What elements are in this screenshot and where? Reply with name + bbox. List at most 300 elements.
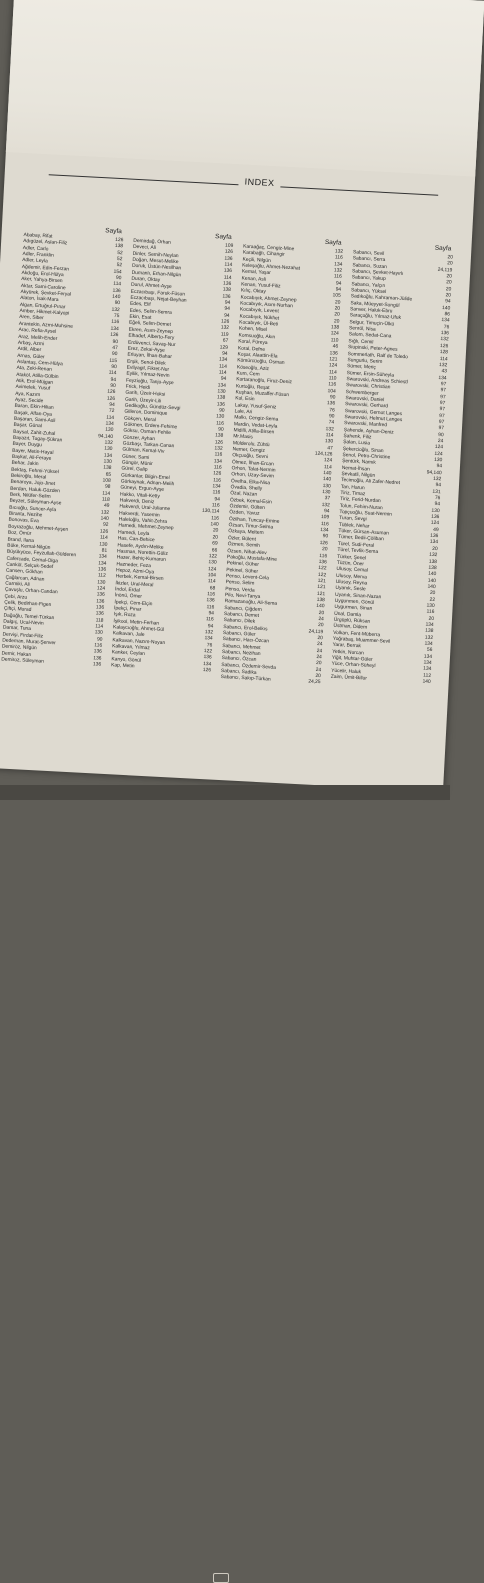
entry-page-ref: 122 <box>208 554 218 560</box>
entry-name: Demiröz, Nilgün <box>1 644 37 652</box>
entry-page-ref: 134 <box>103 453 113 459</box>
entry-page-ref: 130 <box>208 560 217 566</box>
entry-name: Ölmez, İlhan-Ercan <box>231 459 274 468</box>
entry-page-ref: 124 <box>434 445 444 451</box>
entry-page-ref: 24,119 <box>437 267 453 274</box>
entry-page-ref: 136 <box>203 655 212 661</box>
entry-page-ref: 130 <box>103 459 112 465</box>
entry-page-ref: 20 <box>315 661 322 667</box>
entry-name: Dumanlı, Erhan-Nilgün <box>131 270 182 279</box>
entry-name: Algan, Ertuğrul-Pınar <box>19 302 66 311</box>
entry-name: Yarar, Berrak <box>332 643 361 650</box>
entry-name: Şekercioğlu, Sinan <box>342 446 384 454</box>
entry-name: Tüzün, Öner <box>336 560 365 568</box>
entry-page-ref: 126 <box>224 249 233 256</box>
entry-name: Sümer, Ersin-Süheyla <box>346 370 395 379</box>
entry-page-ref: 94 <box>323 509 330 515</box>
entry-name: Carmiki, Ali <box>5 581 30 588</box>
entry-page-ref: 22 <box>429 597 436 603</box>
entry-name: Hazneder, Feza <box>116 561 152 569</box>
entry-name: Tolun, Fehim-Nuran <box>339 503 383 511</box>
entry-name: Sabancı, Dilek <box>223 618 256 625</box>
entry-name: Mardin, Vedat-Leyla <box>233 421 278 430</box>
entry-page-ref: 134 <box>429 540 439 546</box>
entry-page-ref: 114 <box>328 369 337 376</box>
entry-page-ref: 97 <box>439 400 446 407</box>
entry-name: Uyanık, Sinan-Nazan <box>334 592 382 600</box>
entry-name: Eğeli, Selim-Demet <box>128 321 171 329</box>
entry-name: Ulusoy, Merva <box>335 573 368 581</box>
entry-name: Ababay, Rifat <box>23 233 53 240</box>
entry-name: Kenan, Yusuf-Filiz <box>241 282 281 290</box>
entry-name: Okçuoğlu, Sevni <box>232 453 268 461</box>
entry-name: Sadıkoğlu, Kahraman-Jülide <box>350 294 413 303</box>
entry-name: Tan, Harun <box>340 484 365 491</box>
entry-name: Akdoğu, Erol-Hülya <box>21 271 64 279</box>
entry-name: Adıgüzel, Aslan-Filiz <box>23 239 68 247</box>
column-heading: Sayfa <box>105 227 123 236</box>
entry-name: Sabancı, Sadika <box>220 669 257 676</box>
entry-name: Gözbaşı, Tarkan-Canan <box>122 441 175 450</box>
entry-name: Sabancı, Hacı-Özcan <box>222 637 270 645</box>
entry-name: Sabancı, Erol-Belkıs <box>223 624 268 632</box>
entry-page-ref: 20 <box>315 673 321 680</box>
entry-name: Adler, Leyla <box>22 258 48 265</box>
entry-name: Hakko, Vitali-Ketty <box>119 492 161 500</box>
entry-name: Sabancı, Özcan <box>221 656 257 664</box>
entry-page-ref: 126 <box>214 439 224 446</box>
entry-page-ref: 134 <box>110 326 119 332</box>
index-column-3 <box>220 235 343 687</box>
entry-name: Bıcıoğlu, Suncer-Ayla <box>9 505 57 513</box>
entry-name: Erez, Zekai-Ayşe <box>127 346 165 354</box>
entry-page-ref: 134 <box>424 641 433 647</box>
entry-page-ref: 140 <box>112 294 121 301</box>
entry-name: Swarovski, Andreas Schiestl <box>346 377 408 386</box>
entry-name: Gürkaynak, Adnan-Melih <box>120 479 175 488</box>
entry-list <box>1 233 123 669</box>
entry-page-ref: 94 <box>335 287 342 293</box>
entry-page-ref: 90 <box>115 276 122 282</box>
entry-page-ref: 154 <box>113 269 122 275</box>
entry-name: Kurtoğlu, Reşat <box>235 383 270 391</box>
entry-page-ref: 124 <box>430 521 440 527</box>
entry-page-ref: 134 <box>423 654 433 660</box>
entry-page-ref: 126 <box>319 540 328 547</box>
entry-page-ref: 140 <box>422 679 431 685</box>
entry-page-ref: 134 <box>105 421 114 427</box>
entry-page-ref: 140 <box>427 578 437 584</box>
entry-name: Berk, Nilüfer-Selim <box>9 492 51 500</box>
entry-name: Swarovski, Gerhard <box>344 402 389 410</box>
entry-name: Aktar, Sami-Caroline <box>20 283 66 292</box>
entry-page-ref: 121 <box>329 357 338 363</box>
entry-page-ref: 116 <box>334 255 343 262</box>
entry-page-ref: 136 <box>216 401 226 408</box>
entry-name: Penso, Verda <box>225 586 255 594</box>
entry-page-ref: 94 <box>221 351 228 357</box>
entry-name: Cansen, Gökhan <box>5 568 43 576</box>
entry-page-ref: 130 <box>322 490 331 496</box>
entry-page-ref: 130 <box>104 446 113 453</box>
entry-name: Adler, Carlo <box>22 245 49 253</box>
entry-page-ref: 94 <box>223 313 230 319</box>
entry-name: Koşar, Alaattin-Ela <box>237 352 278 360</box>
entry-name: Başar, Günal <box>13 423 42 430</box>
entry-page-ref: 116 <box>211 516 220 522</box>
entry-name: Nemat-İhsan <box>341 465 370 473</box>
entry-name: Turan, Sevgi <box>338 516 367 523</box>
entry-page-ref: 20 <box>445 280 452 286</box>
entry-name: Ataköl, Atilla-Gülbin <box>16 372 59 380</box>
entry-name: Tiriz, Timaz <box>340 491 366 498</box>
entry-page-ref: 116 <box>328 382 337 388</box>
entry-name: Yiğit, Muhtar-Güler <box>331 655 373 663</box>
entry-page-ref: 136 <box>95 605 105 611</box>
entry-page-ref: 110 <box>328 376 337 382</box>
entry-page-ref: 136 <box>206 598 215 604</box>
entry-name: Eyilik, Yılmaz-Nevin <box>126 371 170 380</box>
entry-name: Kalkavan, Jale <box>112 631 145 639</box>
entry-name: Komsuoğlu, Akın <box>238 333 276 341</box>
entry-page-ref: 20 <box>334 306 341 312</box>
entry-page-ref: 132 <box>111 307 120 313</box>
entry-name: Baykal, Ali-Feraye <box>11 454 52 462</box>
entry-page-ref: 94 <box>207 623 214 630</box>
entry-page-ref: 90 <box>110 383 116 389</box>
entry-page-ref: 140 <box>428 571 437 578</box>
entry-page-ref: 126 <box>202 668 212 674</box>
entry-page-ref: 134 <box>218 357 228 364</box>
entry-name: Sabancı, Özdemir-Sevda <box>221 662 276 671</box>
entry-page-ref: 132 <box>220 325 230 332</box>
entry-page-ref: 90 <box>111 352 118 358</box>
entry-name: Pekinel, Güher <box>226 561 260 568</box>
entry-page-ref: 136 <box>110 332 119 339</box>
entry-page-ref: 114 <box>323 464 332 471</box>
entry-name: Kum, Cem <box>236 371 260 378</box>
entry-page-ref: 134 <box>423 666 432 673</box>
entry-name: Göksu, Osman-Fehile <box>123 428 172 437</box>
entry-page-ref: 94 <box>444 299 451 305</box>
entry-page-ref: 76 <box>434 495 441 502</box>
entry-name: Orhon, Talat-Nermin <box>231 466 276 474</box>
entry-page-ref: 134 <box>441 318 450 324</box>
entry-name: Siupinski, Peter-Agnes <box>347 345 398 353</box>
entry-page-ref: 136 <box>222 281 232 288</box>
entry-page-ref: 130 <box>433 457 443 464</box>
entry-page-ref: 116 <box>212 490 221 497</box>
entry-name: Uyanık, Sesle <box>335 586 366 593</box>
entry-page-ref: 114 <box>218 363 228 370</box>
entry-name: Topçuoğlu, Suat-Nermin <box>339 510 392 518</box>
entry-name: Arac, Refia-Aysel <box>18 328 57 336</box>
entry-name: Sabancı, Yüksel <box>350 288 387 296</box>
entry-page-ref: 37 <box>324 496 331 502</box>
entry-page-ref: 116 <box>94 643 103 649</box>
entry-page-ref: 140 <box>322 477 332 483</box>
entry-page-ref: 109 <box>224 243 234 250</box>
entry-page-ref: 134 <box>425 622 434 628</box>
entry-name: Gedikoğlu, Gündüz-Sevgi <box>124 403 181 412</box>
entry-name: Behar, Jakin <box>11 461 39 468</box>
entry-name: Kurtaranoğlu, Firuz-Deniz <box>236 377 293 386</box>
entry-name: Bayer, Metin-Hayal <box>12 448 54 456</box>
entry-name: Elhadef, Alberto-Fery <box>128 333 175 342</box>
entry-page-ref: 130,114 <box>201 509 220 516</box>
entry-page-ref: 81 <box>101 548 108 554</box>
entry-page-ref: 122 <box>203 649 213 655</box>
page-corner-mark <box>213 1573 229 1583</box>
entry-name: Uygurmen, Sinan <box>334 605 373 613</box>
entry-page-ref: 132 <box>104 440 113 446</box>
entry-name: Kalkavan, Yılmaz <box>111 644 150 652</box>
entry-page-ref: 140 <box>100 516 109 523</box>
entry-page-ref: 20 <box>429 591 436 597</box>
entry-name: Sabancı, Nezihan <box>221 650 261 658</box>
entry-page-ref: 131 <box>432 489 441 495</box>
entry-page-ref: 132 <box>438 362 448 369</box>
entry-page-ref: 130 <box>105 427 114 434</box>
entry-page-ref: 20 <box>428 616 435 622</box>
entry-page-ref: 136 <box>326 401 336 407</box>
entry-name: Araz, Melih-Ender <box>18 334 58 342</box>
entry-page-ref: 94 <box>214 497 221 503</box>
entry-name: Övelha, Elka-Nisa <box>230 478 271 486</box>
entry-name: Ramazanoğlu, Ali-Sema <box>224 599 278 608</box>
entry-name: İnönü, Ömer <box>114 593 143 600</box>
entry-name: İkizler, Ural-Meral <box>115 580 154 588</box>
entry-name: Kalkavan, Nazım-Nuyan <box>112 637 166 646</box>
entry-name: Kanyo, Gönül <box>111 656 142 664</box>
entry-name: Türel, Sudi-Feral <box>337 541 375 549</box>
entry-name: Çağlarcan, Adnan <box>5 575 45 583</box>
entry-name: Şalan, Lusia <box>342 440 371 447</box>
entry-page-ref: 134 <box>438 375 447 381</box>
entry-name: Pekinel, Süher <box>226 567 259 575</box>
entry-name: Ürgüplü, Rüksan <box>333 617 371 625</box>
entry-page-ref: 121 <box>316 591 326 597</box>
entry-page-ref: 20 <box>321 547 328 553</box>
entry-page-ref: 138 <box>428 559 438 565</box>
entry-name: Benaroya, Jojo-Jinet <box>10 480 56 488</box>
entry-name: Hazer, Behiç-Kumarun <box>116 555 167 564</box>
entry-page-ref: 124 <box>323 458 333 464</box>
entry-name: Başaran, Sami-Asli <box>13 416 56 424</box>
entry-page-ref: 116 <box>212 478 222 484</box>
entry-name: Şentürk, Namık <box>341 459 376 467</box>
entry-name: Gürkanlar, Bilgin-Emel <box>120 473 170 481</box>
entry-page-ref: 24,25 <box>308 679 321 686</box>
index-column-1 <box>1 223 124 669</box>
entry-page-ref: 116 <box>207 592 216 598</box>
entry-page-ref: 114 <box>99 535 108 542</box>
entry-name: Sabancı, Yalçın <box>351 281 386 289</box>
entry-name: Brand, Ilana <box>7 537 35 544</box>
entry-name: Hamedi, Leyla <box>117 530 150 537</box>
entry-name: Ekren, Asım-Zeynep <box>128 327 174 335</box>
entry-name: Sığlı, Cemil <box>348 339 374 346</box>
entry-page-ref: 126 <box>115 237 124 244</box>
entry-name: Swarovski, Helmut Langes <box>344 415 403 424</box>
entry-page-ref: 24 <box>318 616 324 623</box>
entry-name: Orhon, Uzay-Sevim <box>231 472 274 480</box>
entry-page-ref: 140 <box>323 471 332 477</box>
entry-page-ref: 24,119 <box>308 629 324 635</box>
entry-name: Boyrazoğlu, Mehmet-Ayşen <box>8 524 69 533</box>
entry-name: Berdan, Haluk-Gözden <box>10 486 61 495</box>
entry-page-ref: 94 <box>335 281 342 287</box>
entry-name: Kuşhan, Muzaffer-Füsun <box>235 390 290 399</box>
entry-name: Arbaş, Azmi <box>17 340 45 348</box>
entry-page-ref: 20 <box>432 546 438 552</box>
entry-page-ref: 94 <box>220 376 227 383</box>
entry-name: Uygunmen, Gönül <box>334 598 375 606</box>
entry-name: Swarovski, Daniel <box>345 396 385 404</box>
entry-name: Gülman, Kemal-Viv <box>122 447 165 456</box>
entry-name: Hasman, Nurettin-Güliz <box>116 549 168 557</box>
entry-name: Penso, Selim <box>225 580 255 587</box>
entry-page-ref: 114 <box>223 275 232 281</box>
entry-name: Amber, Hikmet-Kalyopi <box>19 309 70 317</box>
entry-page-ref: 132 <box>334 249 344 255</box>
entry-name: Kemal, Yaşar <box>241 269 271 277</box>
entry-name: Sabancı, Sevil <box>352 250 385 257</box>
entry-name: Kocabıyık, Ahmet-Zeynep <box>240 295 297 304</box>
entry-page-ref: 65 <box>105 472 112 478</box>
entry-page-ref: 130 <box>99 541 108 548</box>
entry-name: Lakay, Yusuf-Şeniz <box>234 402 277 411</box>
entry-page-ref: 116 <box>111 320 120 326</box>
entry-page-ref: 114 <box>95 624 104 630</box>
entry-name: Deveci, Ali <box>132 245 156 252</box>
entry-name: Kocabıyık, Asım-Nurhan <box>240 301 293 310</box>
entry-page-ref: 136 <box>96 598 105 605</box>
entry-page-ref: 20 <box>334 300 341 306</box>
entry-page-ref: 134 <box>217 382 227 389</box>
entry-page-ref: 138 <box>214 433 224 440</box>
entry-name: Adler, Franklin <box>22 252 54 259</box>
entry-page-ref: 116 <box>426 609 435 616</box>
entry-page-ref: 90 <box>218 408 225 414</box>
entry-name: Sungurlu, Serim <box>347 358 383 365</box>
entry-page-ref: 94 <box>224 307 231 313</box>
entry-name: Güneyi, Ergun-Ayşe <box>120 485 165 494</box>
entry-page-ref: 134 <box>320 528 329 534</box>
entry-name: Güner, Sami <box>121 454 150 461</box>
entry-page-ref: 132 <box>424 635 434 641</box>
entry-name: Akyürek, Şevket-Feryal <box>20 290 72 298</box>
entry-name: Gökçen, Meral <box>123 416 156 423</box>
entry-name: Baysal, Zahit-Zuhal <box>13 429 56 437</box>
entry-name: Karabağlı, Cihangir <box>242 250 285 259</box>
entry-name: Gönzer, Ayhan <box>122 435 156 442</box>
entry-page-ref: 90 <box>114 301 121 307</box>
entry-name: Yücelir, Haluk <box>330 668 362 675</box>
entry-name: Şahende, Ayhan-Deniz <box>343 427 394 436</box>
entry-page-ref: 116 <box>319 553 328 559</box>
entry-page-ref: 126 <box>439 343 449 350</box>
entry-name: Sabancı, Çiğdem <box>224 605 262 613</box>
entry-name: Feyzioğlu, Tanju-Ayşe <box>125 378 174 386</box>
entry-name: Çebi, Arzu <box>4 594 28 601</box>
entry-name: Dedeman, Murat-Şenver <box>2 638 56 647</box>
entry-name: Sümer, Meriç <box>346 364 376 371</box>
entry-name: Atik, Erol-Müjgan <box>15 378 54 386</box>
entry-name: Türel, Tevfik-Sema <box>337 548 379 556</box>
entry-name: Sabancı, Sakıp-Türkan <box>220 675 271 683</box>
entry-page-ref: 97 <box>438 419 445 426</box>
entry-page-ref: 114 <box>439 356 448 362</box>
entry-page-ref: 94 <box>109 402 115 408</box>
entry-page-ref: 134 <box>212 484 221 490</box>
entry-page-ref: 118 <box>101 497 110 504</box>
entry-name: Duran, Oktay <box>131 276 161 284</box>
entry-page-ref: 136 <box>96 592 105 599</box>
entry-page-ref: 116 <box>333 274 342 281</box>
entry-page-ref: 20 <box>447 255 454 261</box>
entry-name: Sabancı, Şevket-Hayırlı <box>351 269 404 278</box>
entry-page-ref: 134 <box>213 458 223 465</box>
entry-name: Salom, Sedat-Cana <box>348 332 392 340</box>
entry-page-ref: 24 <box>437 438 444 445</box>
index-title: INDEX <box>238 176 280 188</box>
entry-page-ref: 126 <box>107 389 116 396</box>
entry-name: Ardil, Alber <box>17 347 42 354</box>
entry-name: Aker, Yahya-Birsen <box>21 277 63 285</box>
entry-page-ref: 138 <box>330 325 340 331</box>
entry-page-ref: 109 <box>320 515 330 521</box>
entry-name: Kocabıyık, Nükhet <box>239 314 280 322</box>
entry-name: Büke, Kemal-Nilgün <box>7 543 51 551</box>
entry-page-ref: 90 <box>328 414 335 420</box>
entry-name: Türker, Şenel <box>336 554 367 561</box>
entry-name: Ayaz, Secide <box>14 397 44 405</box>
entry-name: Swarovski, Gernot Langes <box>344 408 403 417</box>
entry-name: Sabancı, Güler <box>222 630 256 638</box>
entry-name: Sommerlath, Ralf de Toledo <box>347 351 409 360</box>
entry-page-ref: 132 <box>321 502 330 509</box>
entry-page-ref: 114 <box>108 370 117 377</box>
entry-name: Kenan, Asli <box>241 276 267 283</box>
entry-name: Çelik, Bedirhan-Figen <box>4 600 52 608</box>
entry-page-ref: 124 <box>96 586 106 592</box>
entry-page-ref: 124 <box>328 363 338 369</box>
entry-name: Özmen, Semih <box>227 542 261 549</box>
entry-page-ref: 114 <box>106 415 115 421</box>
entry-page-ref: 124 <box>207 566 217 573</box>
entry-page-ref: 90 <box>322 534 329 540</box>
entry-page-ref: 114 <box>325 433 334 439</box>
entry-page-ref: 130 <box>94 630 103 637</box>
page-bottom-edge <box>0 785 450 800</box>
entry-name: Şevkatli, Nilgün <box>341 472 376 479</box>
entry-page-ref: 47 <box>327 445 333 452</box>
entry-page-ref: 138 <box>316 597 325 604</box>
entry-page-ref: 136 <box>93 655 102 662</box>
entry-page-ref: 114 <box>102 491 111 497</box>
entry-name: Boz, Ömür <box>7 530 32 538</box>
entry-name: Özsan, Timur-Selma <box>228 523 274 531</box>
entry-name: Erdüvenci, Savaş-Nur <box>127 340 176 348</box>
entry-name: Eczacıbaşı, Faruk-Füsun <box>130 289 186 298</box>
entry-page-ref: 24 <box>316 642 323 648</box>
entry-page-ref: 116 <box>205 617 214 623</box>
entry-page-ref: 20 <box>445 286 452 293</box>
entry-name: Kanker, Ceylan <box>111 650 146 658</box>
entry-page-ref: 136 <box>440 331 450 337</box>
entry-page-ref: 121 <box>317 578 326 585</box>
